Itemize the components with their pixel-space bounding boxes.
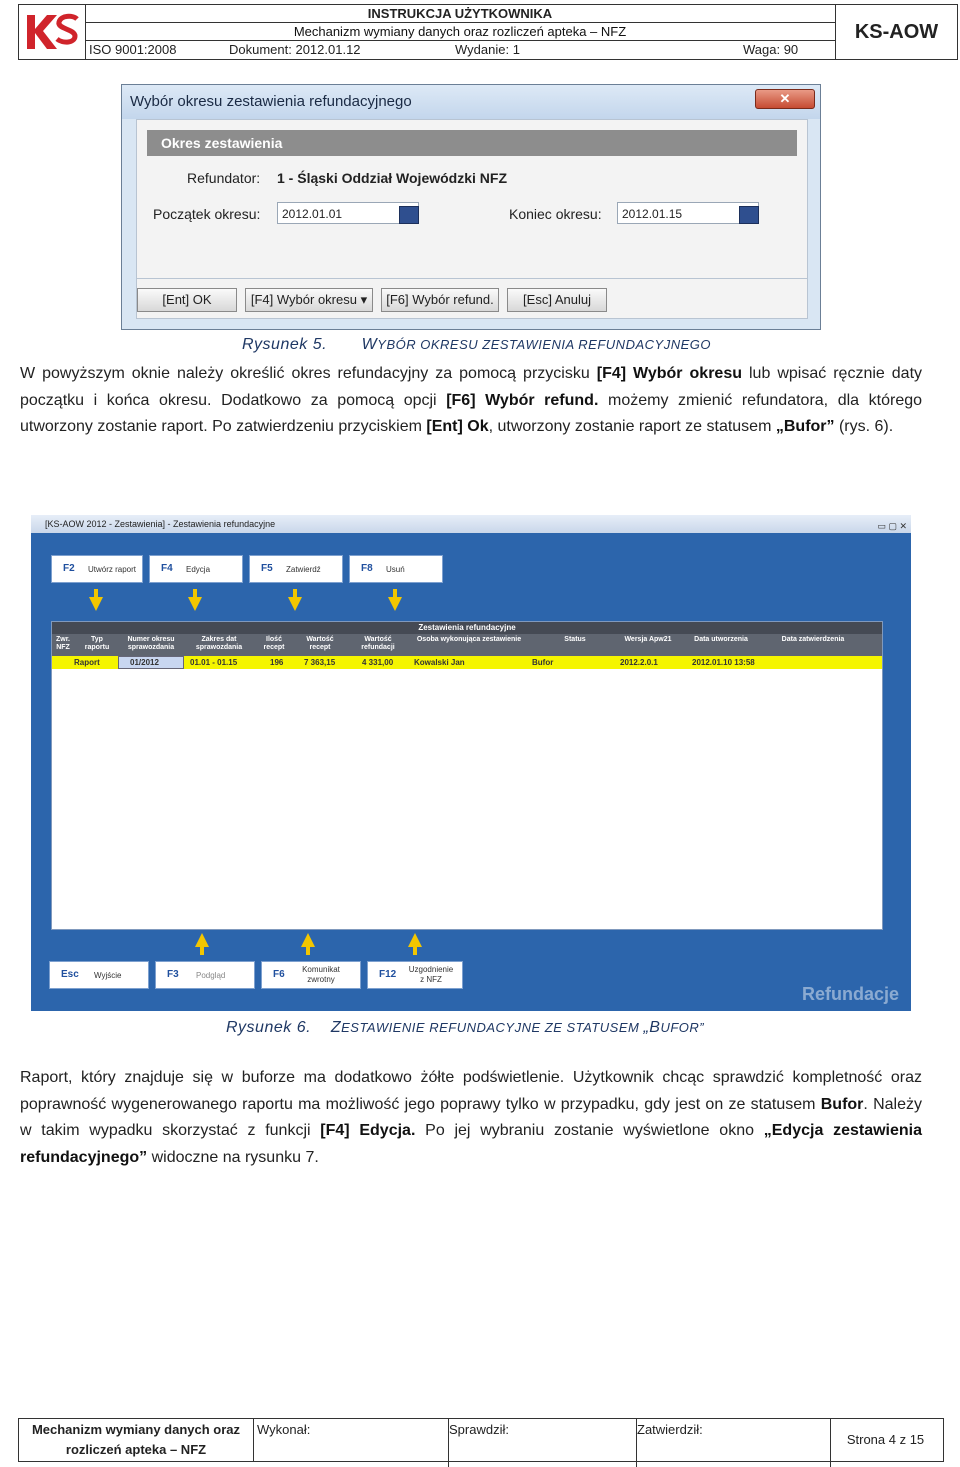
ks-logo-icon <box>19 5 85 59</box>
doc-title: INSTRUKCJA UŻYTKOWNIKA <box>85 5 835 23</box>
figure-5-caption: Rysunek 5. WYBÓR OKRESU ZESTAWIENIA REFUNDACYJNEGO <box>242 336 711 353</box>
arrow-up-icon <box>200 947 204 955</box>
footer-made-by: Wykonał: <box>254 1419 449 1467</box>
footer-checked-by: Sprawdził: <box>446 1419 637 1467</box>
start-period-label: Początek okresu: <box>153 206 261 222</box>
arrow-up-icon <box>306 947 310 955</box>
company-logo <box>19 5 86 59</box>
period-selection-dialog <box>121 84 821 330</box>
table-title: Zestawienia refundacyjne <box>52 622 882 634</box>
document-header <box>18 4 958 60</box>
arrow-down-icon <box>388 597 402 611</box>
weight-label: Waga: 90 <box>743 42 799 57</box>
edit-button[interactable]: F4 Edycja <box>149 555 243 583</box>
document-number: Dokument: 2012.01.12 <box>229 42 361 57</box>
select-period-button[interactable]: [F4] Wybór okresu ▾ <box>245 288 373 312</box>
arrow-down-icon <box>393 589 397 597</box>
calendar-icon[interactable] <box>739 206 759 224</box>
ok-button[interactable]: [Ent] OK <box>137 288 237 312</box>
arrow-down-icon <box>94 589 98 597</box>
close-icon: ✕ <box>779 91 791 106</box>
paragraph-1: W powyższym oknie należy określić okres refundacyjny za pomocą przycisku [F4] Wybór okresu lub wpisać ręcznie daty początku i końca okresu. Dodatkowo za pomocą opcji [F6] Wybór refund. możemy zmienić refundatora, dla którego utworzony zostanie raport. Po zatwierdzeniu przyciskiem [Ent] Ok, utworzony zostanie raport ze statusem „Bufor” (rys. 6). <box>20 365 923 435</box>
calendar-icon[interactable] <box>399 206 419 224</box>
select-refundator-button[interactable]: [F6] Wybór refund. <box>381 288 499 312</box>
footer-approved-by: Zatwierdził: <box>634 1419 831 1467</box>
page-number: Strona 4 z 15 <box>846 1432 925 1447</box>
arrow-down-icon <box>193 589 197 597</box>
arrow-up-icon <box>413 947 417 955</box>
table-header: Zwr. NFZ Typ raportu Numer okresu sprawozdania Zakres dat sprawozdania Ilość recept Wartość recept Wartość refundacji Osoba wykonująca zestawienie Status Wersja Apw21 Data utworzenia Data zatwierdzenia <box>52 634 882 656</box>
doc-subtitle: Mechanizm wymiany danych oraz rozliczeń apteka – NFZ <box>85 23 835 41</box>
dialog-titlebar <box>122 85 820 119</box>
paragraph-2: Raport, który znajduje się w buforze ma dodatkowo żółte podświetlenie. Użytkownik chcąc sprawdzić kompletność oraz poprawność wygenerowanego raportu ma możliwość jego poprawy tylko w przypadku, gdy jest on ze statusem Bufor. Należy w takim wypadku skorzystać z funkcji [F4] Edycja. Po jej wybraniu zostanie wyświetlone okno „Edycja zestawienia refundacyjnego” widoczne na rysunku 7. <box>20 1069 923 1166</box>
document-footer <box>18 1418 944 1462</box>
arrow-up-icon <box>195 933 209 947</box>
end-period-label: Koniec okresu: <box>509 206 602 222</box>
product-code: KS-AOW <box>854 21 939 43</box>
create-report-button[interactable]: F2 Utwórz raport <box>51 555 143 583</box>
approve-button[interactable]: F5 Zatwierdź <box>249 555 343 583</box>
refundator-label: Refundator: <box>187 170 261 186</box>
refund-statements-window <box>31 515 911 1011</box>
arrow-down-icon <box>188 597 202 611</box>
iso-label: ISO 9001:2008 <box>89 42 177 57</box>
figure-6-caption: Rysunek 6. ZESTAWIENIE REFUNDACYJNE ZE STATUSEM „BUFOR” <box>226 1019 705 1036</box>
footer-doc-name: Mechanizm wymiany danych oraz rozliczeń apteka – NFZ <box>19 1419 254 1462</box>
section-header: Okres zestawienia <box>147 130 797 156</box>
edition-label: Wydanie: 1 <box>455 42 520 57</box>
delete-button[interactable]: F8 Usuń <box>349 555 443 583</box>
arrow-up-icon <box>408 933 422 947</box>
exit-button[interactable]: Esc Wyjście <box>49 961 149 989</box>
window-controls[interactable]: ▭ ▢ ✕ <box>877 521 907 531</box>
preview-button[interactable]: F3 Podgląd <box>155 961 255 989</box>
dialog-title: Wybór okresu zestawienia refundacyjnego <box>130 93 412 110</box>
watermark: Refundacje <box>801 984 899 1004</box>
table-row[interactable]: Raport 01/2012 01.01 - 01.15 196 7 363,15 4 331,00 Kowalski Jan Bufor 2012.2.0.1 2012.01.10 13:58 <box>52 656 882 669</box>
arrow-up-icon <box>301 933 315 947</box>
window-title: [KS-AOW 2012 - Zestawienia] - Zestawienia refundacyjne <box>45 519 276 529</box>
cancel-button[interactable]: [Esc] Anuluj <box>507 288 607 312</box>
close-button[interactable] <box>755 89 815 109</box>
nfz-reconciliation-button[interactable]: F12 Uzgodnienie z NFZ <box>367 961 463 989</box>
return-message-button[interactable]: F6 Komunikat zwrotny <box>261 961 361 989</box>
start-period-input[interactable]: 2012.01.01 <box>277 202 419 224</box>
end-period-input[interactable]: 2012.01.15 <box>617 202 759 224</box>
statements-table <box>51 621 883 930</box>
arrow-down-icon <box>293 589 297 597</box>
window-titlebar <box>31 515 911 533</box>
refundator-value: 1 - Śląski Oddział Wojewódzki NFZ <box>277 170 508 186</box>
arrow-down-icon <box>288 597 302 611</box>
arrow-down-icon <box>89 597 103 611</box>
